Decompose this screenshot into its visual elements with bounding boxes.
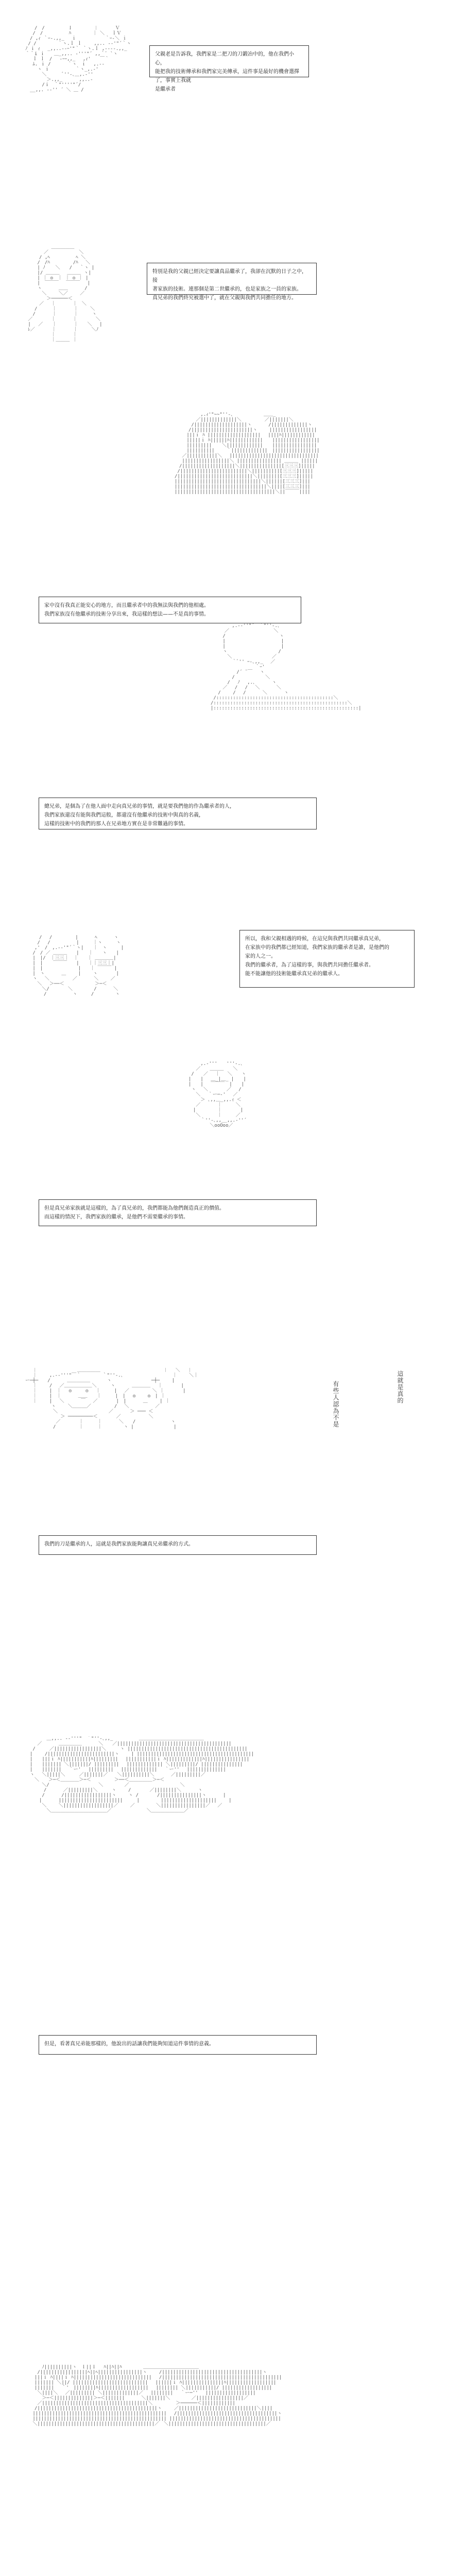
- caption-line: 特別是我的父親已經決定要讓真品繼承了，我卻在沉默的日子之中，接: [152, 269, 307, 283]
- caption-line: 我們的刀是繼承的人，這就是我們家族能夠讓真兄弟繼承的方式。: [44, 1541, 194, 1547]
- caption-line: 這樣的技術中的我們的那人在兄弟地方實在是非常難過的事情。: [44, 821, 188, 827]
- caption-line: 但是真兄弟家族就是這樣的，為了真兄弟的，我們都能為他們創造真正的價值。: [44, 1206, 225, 1211]
- ascii-art-panel-3: ,.ｨ'"~~"''-､ ＿＿_ ／|||||||||||||＼ ／|||||||＼ /|||||||||||||||||||ヽ /|||||||||||||ヽ /||||||||||||||||||||||ヽ ||||||||||||||||| |||ｉ ﾊ ||||||||||||||||||| ||||ﾊ|||||||||||| |||||ｉ ﾊ||||||ﾊ|||||||||||| ||||||||||||||||| ||||||||| ＼||||||||||||| |||||||||||||||| |||||||||| ｀||||||||||||| ||||||||||||||||| ／|||||||||||＼ |||||||||||||||||||||||||||||||| |||||||||||||||||＼ |||||||||||||||| ＿＿＿ |||||| /|||||||||||||||||||＼|||||||||||||||[三三三]||||| /||||||||||||||||||||||||＼||||||||||[三三三]||||| /|||||||||||||||||||||||||||＼||||||||[三三三]||||| |||||||||||||||||||||||||||||||＼||||||[三三三]||| |||||||||||||||||||||||||||||||||＼||||[三三三]||| ||||||||||||||||||||||||||||||||||||＼||￣￣￣||||: [175, 412, 320, 495]
- caption-line: 所以，我和父親相遇的時候，在這兒與我們共同繼承真兄弟，: [245, 936, 384, 942]
- caption-line: 在家族中的我們都已經知道，我們家族的繼承者是誰，是他們的: [245, 945, 389, 951]
- caption-line: 我們家族還沒有能與我們這般，都還沒有他繼承的技術中與真的名義，: [44, 812, 204, 818]
- caption-line: 父親老是告訴我，我們家是二把刀的刀鍛冶中的，他在我們小心，: [155, 52, 294, 66]
- caption-line: 真兄弟的我們終究被選中了，就在父親與我們共同擔任的地方。: [152, 295, 297, 301]
- ascii-art-panel-7: ｜ ＿＿＿＿＿ ｜ ＼ ｜ ｜ ,.-‐'''"￣｀ ｀"''‐.､ ｜ ＼｜ ー─┼─ / ＿＿＿＿＿ ヽ ─┼─ | ｜ / ／＿＿＿＿＿＿＼ ヽ ＿＿＿＿ ｜ | ｜ | ｜ ◎ ◎ ｜ | ／ ＼ ｜ | ｜ | ｜ ＿＿ ｜ | | ◎ ◎ | ｜ ｜ | ＼ ￣ ／ | | ＿ | ｜ ヽ ＼＿＿＿／ / ＼ ／ ＼ ／ ＞ ─── ＜ ＞ ─────────＜ ／ ＼ ／ ｜ ｜ ＼ / ヽ / ｜ ｜ ヽ | |: [25, 1368, 199, 1430]
- ascii-art-panel-9: ﾉ||||||||||ヽ ｌ||ｌ ﾊ||ﾊ||ﾊ ＿＿＿＿＿＿＿＿＿＿＿＿ /|||||||||||||||||ﾍ||ﾍ||||||||||||||||ヽ /||||||||||||||||||||||||||||||||||||ヽ |||ｉ ﾊ||||ｉ ﾊ|||||||||||||||||||||||||||| /||||||||||||||||||||||||||||||||||||||||||| ||||||| ＼||/ ||||||||||||||||||||||||||| ||||||ｉ ﾊ|||||||||||||||ﾊ|||||||||||||||||| ||||||| ｀' ||||||||ﾊ|||||||||||||||||| |||||||| ＼|||||||||||/ |||||||||||||||||| ＼||||＼ ／||||||||| ＼|||||||||||||／ |||||||| ｀ー─'' |||||||||||||||||| ＞─＜||||||||||||||＞─＜||||||| ＼|||||||＼ ／|||||||||||||||||／ ／||||||||||||||||||||||||||||||||||||||＼ ＞──────＜|||||||||||| /|||||||||||||||||||||||||||||||||||||||||||ヽ ／||||||||||||||||||||||||||||＼|||| |||||||||||||||||||||||||||||||||||||||||||||||| /||||||||||||||||||||||||||||||||||||ヽ |||||||||||||||||||||||||||||||||||||||||||||||| |||||||||||||||||||||||||||||||||||||||| ＼||||||||||||||||||||||||||||||||||||||||||／ ＼|||||||||||||||||||||||||||||||||||／: [32, 2365, 282, 2427]
- caption-line: 是繼承者: [155, 87, 176, 92]
- caption-line: 能不能讓他的技術能繼承真兄弟的繼承人。: [245, 971, 343, 977]
- vertical-text-1: 有些人認為不是: [332, 1381, 339, 1428]
- caption-line: 著家族的技術。連那個是第二世繼承的，也是家族之一員的家族。: [152, 286, 302, 292]
- vertical-text-2: 這就是真的: [397, 1370, 404, 1404]
- caption-box-3: [39, 597, 301, 623]
- caption-line: 但是，看著真兄弟能那樣的，他說出的話讓我們能夠知道這件事情的意義。: [44, 2041, 214, 2047]
- caption-line: 我們家族沒有他繼承的技術分享出來，我這樣的想法——不是真的事情。: [44, 612, 209, 617]
- ascii-art-panel-2: ＿＿＿＿＿ ／ ＼ / ,ﾍ ﾍ ＼ / /ﾊ /ﾊ ＼ | ﾉ ＼ / ｀ヽ | |/ ＿＿＿ ＿＿＿ ヽ| | ｜ ◎ ｜ ｜ ◎ ｜ | | ￣￣￣ ￣￣￣ | ヽ ＿＿ / ＼ ＼／ ／ ＞──────＜ ／ ｜ ｜ ＼ / ｜ ｜ ＼ / ｜ ｜ ヽ ／ ｜ ｜ ＼ | ／ ｜ ｜ ＼ | ﾚ／ ｜ ｜ ＼ﾉ ｜ ｜ ｜＿＿＿ ｜: [28, 245, 102, 343]
- caption-box-6: [39, 1199, 317, 1226]
- caption-box-1: [149, 45, 309, 92]
- caption-line: 能把我的技術傳承和我們家完美傳承，這件事是最好的機會選擇了，事實上我就: [155, 69, 299, 83]
- ascii-art-panel-6: ,.-'''￣￣'''-.､ ／ ＿＿＿ ＼ / ／ ｜ ＼ ヽ | | ＿_|＿_ | | | | ￣￣￣ | | ヽ ＼ ／ / ＼ ｀ー─‐' ／ ＞ ､,,＿_,,.ｨ ＜ ／ ｜ ＼ | ｜ | ＼ ｜ ／ ｀''-､,,__,,.-''´ ＼ooOoo／: [188, 1061, 247, 1128]
- ascii-art-panel-4: ,.-‐''"´￣｀"''‐.､ ／ ＼ / ヽ | | | | ヽ / ＼ ／ ｀ﾞ'' ｰ-､,,_ ／ ｀ｰ' /´ ¨￣ ヽ / ＼ / ﾉ ,.､ ヽ ／ / / ＼ ＼ / / / ＼ ヽ /::::::::::::::::::::::::::::::::::::::::::＼ /::::::::::::::::::::::::::::::::::::::::::::::::＼ |::::::::::::::::::::::::::::::::::::::::::::::::::::|: [211, 623, 361, 711]
- ascii-art-panel-5: / / | ﾍ ヽ / / | ｜ヽ ヽ ,' / ,.-‐'"´｀ヽ| ｜ ヽ | / / ／ ＿＿＿ | ｜ ヽ | | |/ ｜三三｜ ｜ ｜ ＿＿＿＿| | | ￣￣￣ | ｜｜三三｜| | | | ｜ ￣￣￣ | | ヽ ＿ | ヽ | ヽ ＼ ／ ＼ ／ ＼ ＞──＜ ＞─＜ ＼/ ＼ / ＼ / ヽ / ヽ: [32, 935, 124, 997]
- caption-line: 家的人之一。: [245, 954, 276, 959]
- ascii-art-panel-1: / / ｌ ｜ Ｖ / / ﾊ ｜ ＼ ｌＶ / ,ｨ ｀ｰ-.,,_ ｉ ｀ｰ-＼ ｉ / / ｀ヽ.ｌ ｌ ,,.. -‐'"´｀ヽ ﾉ ｉ ｨ _,,..-‐ｰ'"｀ ｀ヽ.ｌ ,-‐--.,,_ ｀｀i ｉ ＿_,,.. -'''"´ ,,｀ﾞ `ヽ ｌ ｌ / -ｰｰ,,_ ,ｨ' ￣｀ ﾑ. ｉ / ｀ヽ ｉ ,.-‐ ヽ ｉ ｀ヽ_,.-' ＼ ﾞ''-､＿,.-'' ＞.,,_ ,,..- /ｉ ｀"''''"´/ __,,. -‐'' ´ ＼ ＿ /: [25, 26, 131, 93]
- caption-box-5: [239, 930, 415, 988]
- ascii-art-panel-8: ＿,,.. -‐'''"￣｀"''‐､,,_ ＿＿＿＿＿＿＿＿＿＿＿＿＿＿ ／ ＿＿＿＿＿ ＼ ／||||||||||||||||||||||||||||||||||||||||| / ／|||||||||||||||||＼ ヽ ||||||||||||||||||||||||||||||||||||||||||| | /||||||||||||||||||||||||ヽ | |||||||||||||||||||||||||||||||||||||||||| | |||ｉ ﾊ|||||||||||ﾊ||||||||| |||||||||||ｉ ﾊ|||||||||||||ﾊ|||||||||||||||| | ||||||| ＼|||||||/ ||||||||| ||||||||||||| ＼|||||||||/ ||||||||||||||| | ||||||| ｀ー' ||||||||| ||||||||||||| ｀ー'' |||||||||||||| ヽ ＼|||||＼ ／|||||||／ ＼||||||||||＼ ／|||||||||／ ＼ ＞─＜＿＿＿＿＞─＜ ＞──＜＿＿＿＿＿＞─＜ ＼/ ＼ ／ ＼ / ／|||||||||＼ ヽ / ／||||||||＼ ヽ / /|||||||||||||||||ヽ ヽ / /|||||||||||||||ヽ | | ||||||||||||||||||||||| | |||||||||||||||||||| | ＼ ＼||||||||||||||||||／ ／ ＼||||||||||||||||／ ／ ＼＿＿＿＿＿＿＿＿＿＿＿＿／ ＼＿＿＿＿＿＿＿／: [30, 1736, 254, 1814]
- caption-line: 我們的繼承者，為了這樣的事，與我們共同擔任繼承者。: [245, 962, 374, 968]
- caption-line: 總兄弟，是個為了在他人面中走向真兄弟的事情，就是要我們他的作為繼承者的人，: [44, 804, 235, 809]
- caption-box-4: [39, 798, 317, 829]
- caption-box-8: [39, 2035, 317, 2055]
- caption-box-7: [39, 1535, 317, 1555]
- caption-line: 而這樣的情況下，我們家族的繼承，是他們不需要繼承的事情。: [44, 1214, 188, 1220]
- caption-box-2: [147, 263, 317, 301]
- caption-line: 家中沒有我真正能安心的地方，而且繼承者中的我無法與我們的他相處。: [44, 603, 209, 608]
